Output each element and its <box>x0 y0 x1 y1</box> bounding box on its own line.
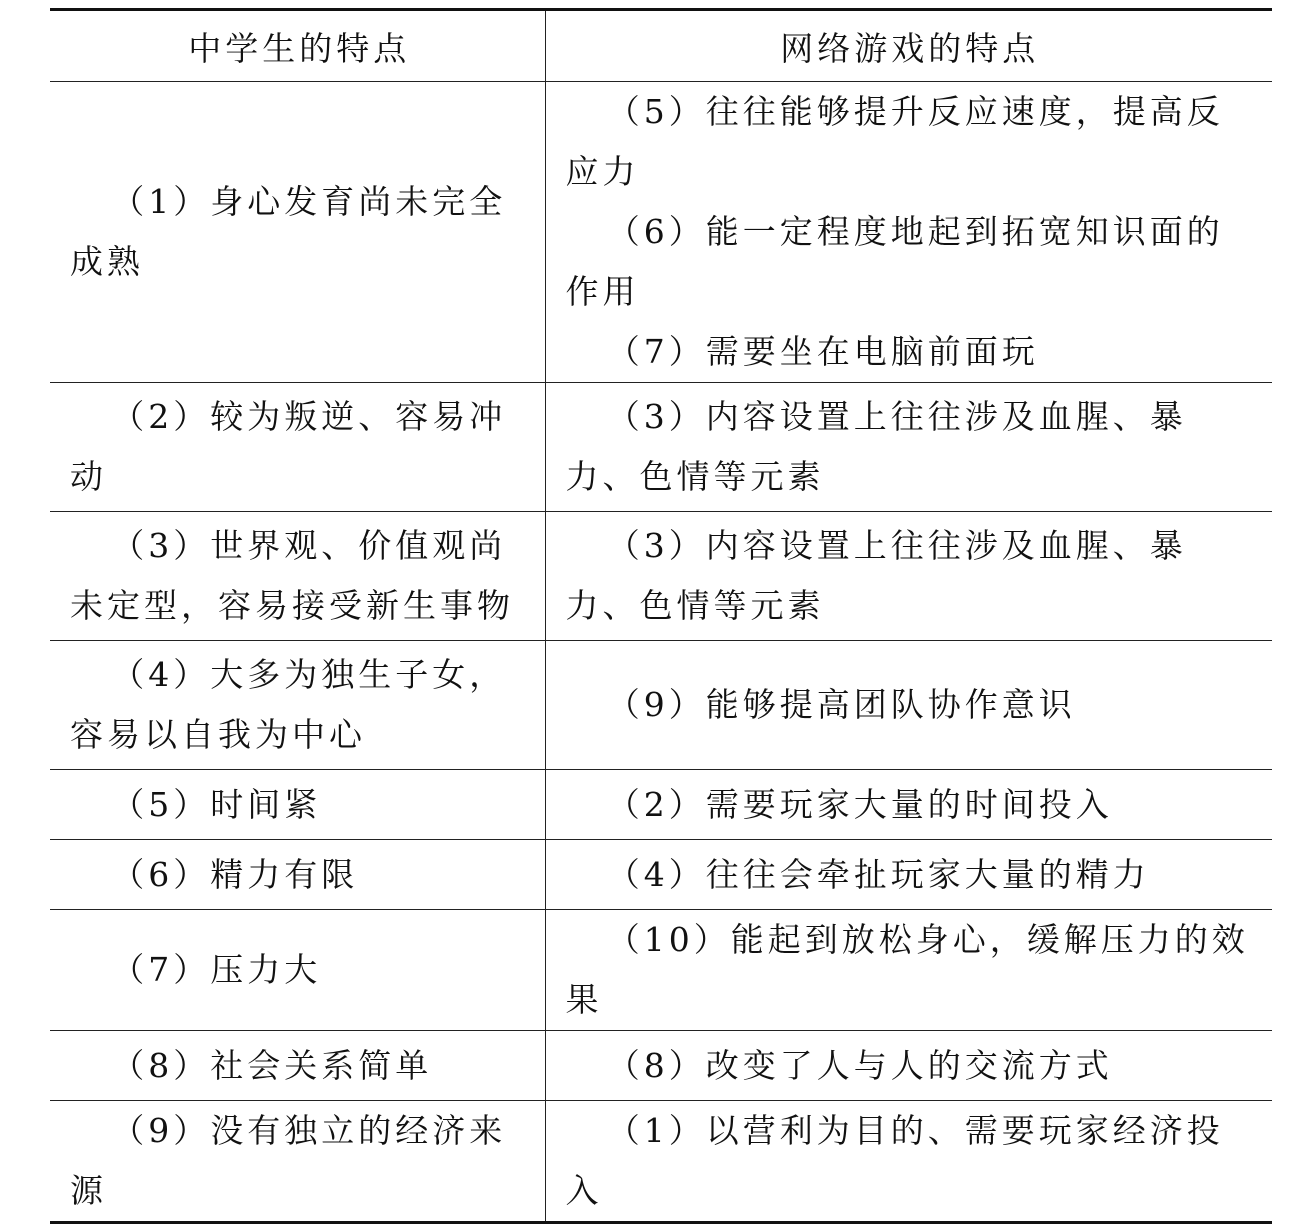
table-row <box>50 840 1272 910</box>
game-trait: （1）以营利为目的、需要玩家经济投入 <box>565 1111 1224 1210</box>
table-row <box>50 770 1272 840</box>
game-trait: （6）能一定程度地起到拓宽知识面的作用 <box>565 212 1224 311</box>
student-trait-cell <box>50 383 545 512</box>
game-trait-cell <box>545 1031 1272 1101</box>
student-trait: （9）没有独立的经济来源 <box>70 1111 507 1210</box>
game-trait: （10）能起到放松身心，缓解压力的效果 <box>565 920 1249 1019</box>
table-row <box>50 641 1272 770</box>
game-trait-cell <box>545 383 1272 512</box>
table-row <box>50 1101 1272 1223</box>
game-trait-cell <box>545 1101 1272 1223</box>
game-trait-cell <box>545 770 1272 840</box>
student-trait: （1）身心发育尚未完全成熟 <box>70 182 507 281</box>
game-trait-cell <box>545 840 1272 910</box>
student-trait-cell <box>50 641 545 770</box>
game-trait: （3）内容设置上往往涉及血腥、暴力、色情等元素 <box>565 397 1187 496</box>
game-trait-cell <box>545 910 1272 1031</box>
table-row <box>50 82 1272 383</box>
game-trait: （9）能够提高团队协作意识 <box>606 685 1076 724</box>
header-row <box>50 10 1272 82</box>
game-trait-cell <box>545 512 1272 641</box>
student-trait-cell <box>50 910 545 1031</box>
game-trait-cell <box>545 82 1272 383</box>
table-row <box>50 910 1272 1031</box>
game-trait: （4）往往会牵扯玩家大量的精力 <box>606 854 1150 894</box>
student-trait: （3）世界观、价值观尚未定型，容易接受新生事物 <box>70 526 514 625</box>
student-trait: （4）大多为独生子女，容易以自我为中心 <box>70 655 507 754</box>
table-row <box>50 383 1272 512</box>
student-trait: （8）社会关系简单 <box>111 1045 433 1085</box>
game-trait: （7）需要坐在电脑前面玩 <box>606 332 1039 371</box>
student-trait: （2）较为叛逆、容易冲动 <box>70 397 507 496</box>
game-trait: （5）往往能够提升反应速度，提高反应力 <box>565 92 1224 191</box>
game-trait: （3）内容设置上往往涉及血腥、暴力、色情等元素 <box>565 526 1187 625</box>
student-trait-cell <box>50 82 545 383</box>
student-trait-cell <box>50 512 545 641</box>
student-trait-cell <box>50 840 545 910</box>
game-trait: （8）改变了人与人的交流方式 <box>606 1045 1113 1085</box>
table-row <box>50 1031 1272 1101</box>
table-row <box>50 512 1272 641</box>
header-students: 中学生的特点 <box>50 10 545 82</box>
comparison-table <box>50 8 1272 1224</box>
student-trait-cell <box>50 1101 545 1223</box>
student-trait: （5）时间紧 <box>111 784 322 824</box>
student-trait: （6）精力有限 <box>111 854 359 894</box>
game-trait: （2）需要玩家大量的时间投入 <box>606 784 1113 824</box>
student-trait-cell <box>50 770 545 840</box>
student-trait: （7）压力大 <box>111 950 322 989</box>
student-trait-cell <box>50 1031 545 1101</box>
game-trait-cell <box>545 641 1272 770</box>
header-games: 网络游戏的特点 <box>545 10 1272 82</box>
